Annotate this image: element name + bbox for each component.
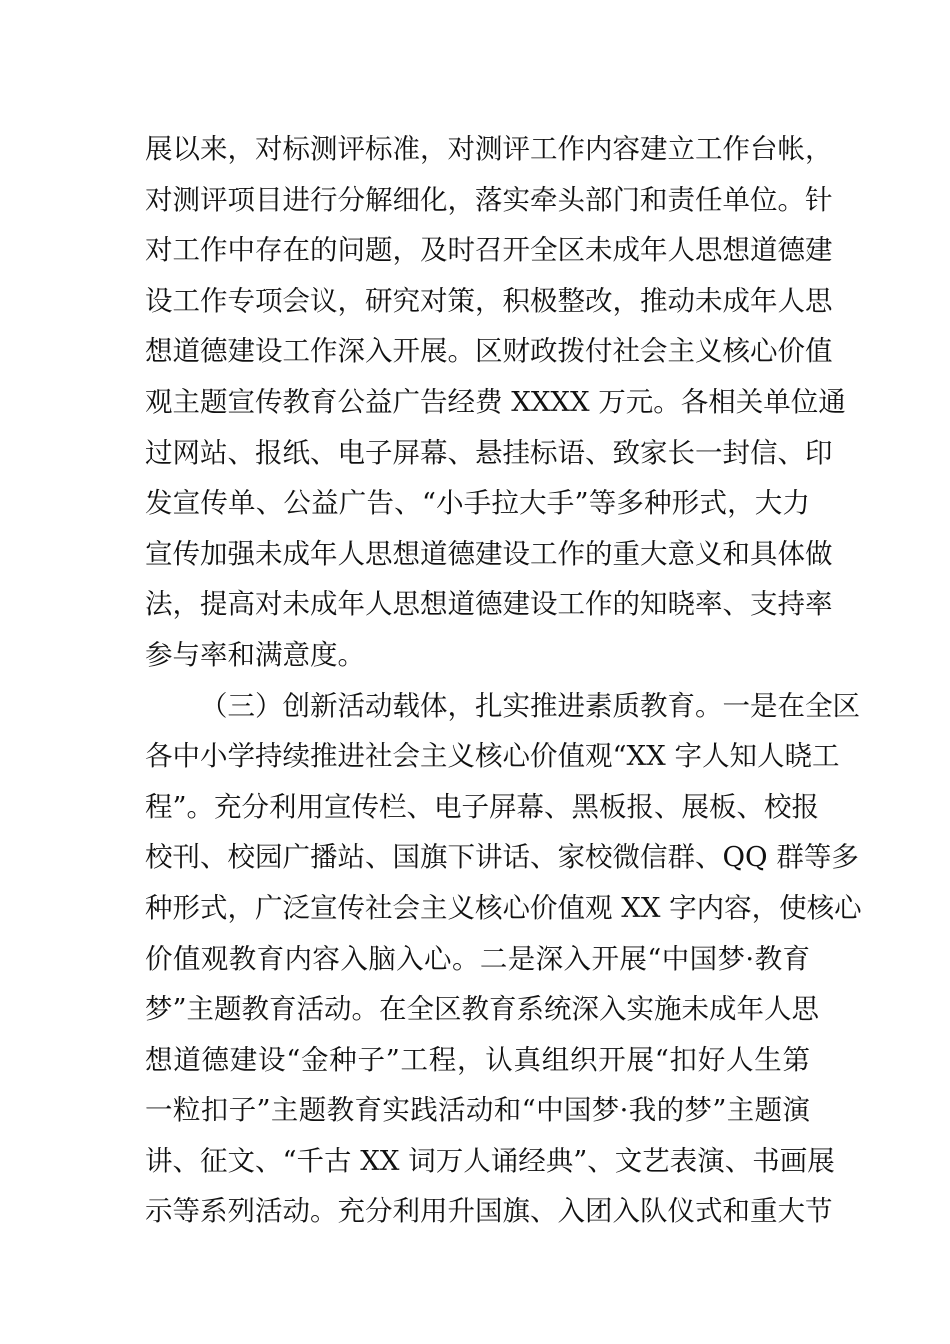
text-line: 展以来，对标测评标准，对测评工作内容建立工作台帐， xyxy=(145,133,833,165)
text-line: 法，提高对未成年人思想道德建设工作的知晓率、支持率 xyxy=(145,588,833,621)
text-line: 宣传加强未成年人思想道德建设工作的重大意义和具体做 xyxy=(145,537,833,570)
text-line: 示等系列活动。充分利用升国旗、入团入队仪式和重大节 xyxy=(145,1195,833,1228)
section-heading-line: （三）创新活动载体，扎实推进素质教育。一是在全区 xyxy=(200,689,860,722)
text-line: 讲、征文、“千古 XX 词万人诵经典”、文艺表演、书画展 xyxy=(145,1144,835,1177)
text-line: 发宣传单、公益广告、“小手拉大手”等多种形式，大力 xyxy=(145,487,810,520)
text-line: 种形式，广泛宣传社会主义核心价值观 XX 字内容，使核心 xyxy=(145,891,862,924)
text-line: 价值观教育内容入脑入心。二是深入开展“中国梦·教育 xyxy=(145,942,810,975)
text-line: 各中小学持续推进社会主义核心价值观“XX 字人知人晓工 xyxy=(145,740,840,773)
text-line: 程”。充分利用宣传栏、电子屏幕、黑板报、展板、校报 xyxy=(145,790,820,823)
text-line: 想道德建设“金种子”工程，认真组织开展“扣好人生第 xyxy=(145,1043,810,1076)
text-line: 设工作专项会议，研究对策，积极整改，推动未成年人思 xyxy=(145,284,833,317)
text-line: 梦”主题教育活动。在全区教育系统深入实施未成年人思 xyxy=(145,993,820,1026)
text-line: 校刊、校园广播站、国旗下讲话、家校微信群、QQ 群等多 xyxy=(145,841,859,874)
text-line: 一粒扣子”主题教育实践活动和“中国梦·我的梦”主题演 xyxy=(145,1094,810,1127)
paragraph-continued xyxy=(145,124,846,681)
text-line: 观主题宣传教育公益广告经费 XXXX 万元。各相关单位通 xyxy=(145,385,846,418)
text-line: 想道德建设工作深入开展。区财政拨付社会主义核心价值 xyxy=(145,335,833,368)
text-line: 过网站、报纸、电子屏幕、悬挂标语、致家长一封信、印 xyxy=(145,436,833,469)
text-line: 对工作中存在的问题，及时召开全区未成年人思想道德建 xyxy=(145,234,833,267)
text-line: 对测评项目进行分解细化，落实牵头部门和责任单位。针 xyxy=(145,183,833,216)
paragraph-section-three xyxy=(145,681,862,1238)
body-text xyxy=(145,124,862,1237)
text-line: 参与率和满意度。 xyxy=(145,638,365,671)
